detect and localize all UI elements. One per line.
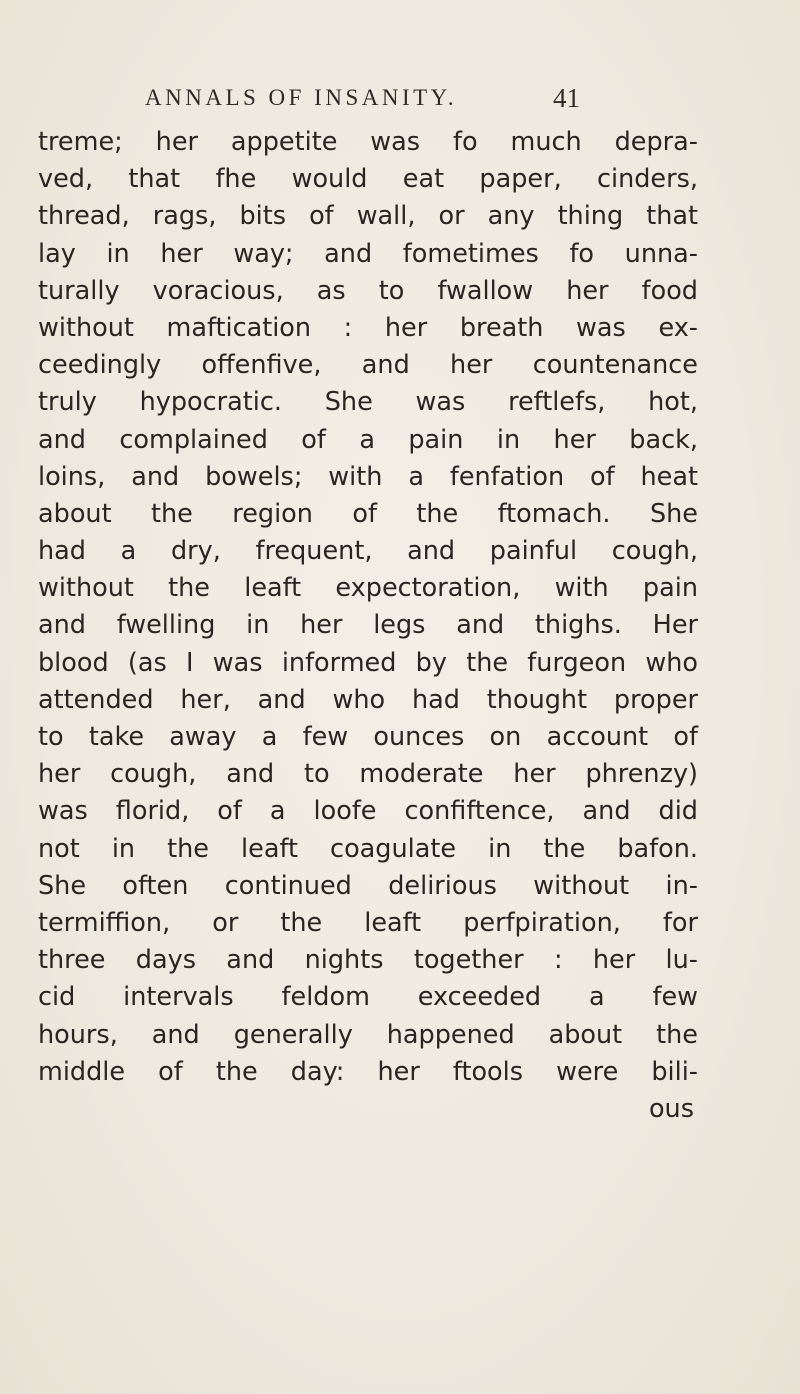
text-line: not in the leaft coagulate in the bafon.	[38, 833, 698, 864]
text-line: her cough, and to moderate her phrenzy)	[38, 759, 698, 790]
running-title: ANNALS OF INSANITY.	[145, 85, 458, 110]
text-line: was florid, of a loofe confiftence, and did	[38, 796, 698, 827]
text-line: and fwelling in her legs and thighs. Her	[38, 610, 698, 641]
text-line: loins, and bowels; with a fenfation of heat	[38, 461, 698, 492]
text-line: treme; her appetite was fo much depra-	[38, 127, 698, 157]
running-head	[145, 83, 615, 119]
text-line: ved, that fhe would eat paper, cinders,	[38, 164, 698, 195]
text-line: cid intervals feldom exceeded a few	[38, 982, 698, 1013]
text-line: hours, and generally happened about the	[38, 1019, 698, 1050]
text-line: She often continued delirious without in-	[38, 870, 698, 901]
text-line: middle of the day: her ftools were bili-	[38, 1056, 698, 1087]
text-line: about the region of the ftomach. She	[38, 498, 698, 529]
text-line: three days and nights together : her lu-	[38, 945, 698, 976]
text-line: blood (as I was informed by the furgeon who	[38, 647, 698, 678]
text-line: ceedingly offenfive, and her countenance	[38, 350, 698, 381]
text-line: without maftication : her breath was ex-	[38, 312, 698, 343]
text-line: without the leaft expectoration, with pain	[38, 573, 698, 604]
text-line: to take away a few ounces on account of	[38, 722, 698, 752]
text-line: lay in her way; and fometimes fo unna-	[38, 238, 698, 269]
text-line: had a dry, frequent, and painful cough,	[38, 536, 698, 567]
text-line: termiffion, or the leaft perfpiration, for	[38, 907, 698, 938]
text-line: attended her, and who had thought proper	[38, 684, 698, 715]
text-line: turally voracious, as to fwallow her food	[38, 275, 698, 306]
text-line: and complained of a pain in her back,	[38, 424, 698, 455]
catchword: ous	[648, 1093, 694, 1124]
body-text	[38, 124, 698, 1128]
text-line: thread, rags, bits of wall, or any thing that	[38, 201, 698, 232]
text-line: truly hypocratic. She was reftlefs, hot,	[38, 387, 698, 418]
page-number: 41	[553, 83, 580, 113]
